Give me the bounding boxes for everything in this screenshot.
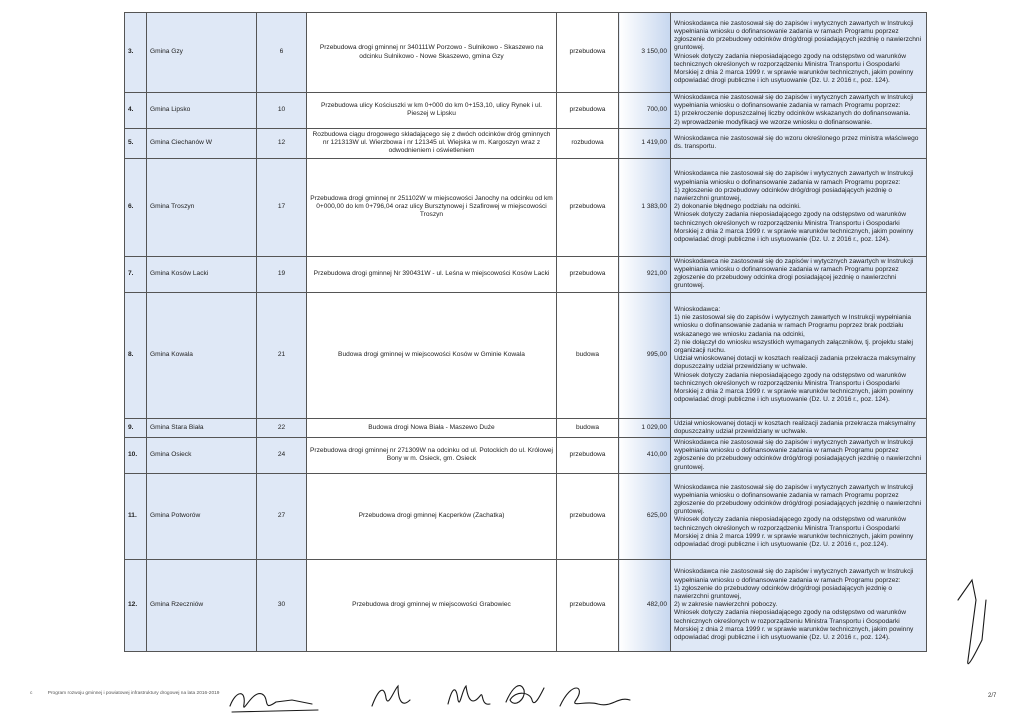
- amount-cell: 1 383,00: [619, 158, 671, 256]
- application-number-cell: 27: [257, 473, 307, 559]
- application-number-cell: 19: [257, 256, 307, 292]
- remarks-cell: [671, 256, 927, 292]
- task-type-cell: przebudowa: [557, 256, 619, 292]
- row-number: 5.: [125, 128, 147, 158]
- gmina-cell: Gmina Rzeczniów: [147, 559, 257, 651]
- remark-paragraph: 2) w zakresie nawierzchni poboczy.: [674, 601, 778, 609]
- remark-paragraph: Wnioskodawca nie zastosował się do zapisów i wytycznych zawartych w Instrukcji wypełniania wniosku o dofinansowanie zadania w ramach Programu poprzez:: [674, 94, 914, 110]
- remark-paragraph: Wnioskodawca nie zastosował się do wzoru określonego przez ministra właściwego ds. transportu.: [674, 135, 919, 151]
- row-number: 10.: [125, 438, 147, 474]
- remarks-cell: [671, 93, 927, 129]
- gmina-cell: Gmina Stara Biała: [147, 418, 257, 437]
- signature-1-underline: [232, 710, 318, 712]
- remark-paragraph: Wnioskodawca nie zastosował się do zapisów i wytycznych zawartych w Instrukcji wypełniania wniosku o dofinansowanie zadania w ramach Programu poprzez zgłoszenie do przebudowy odcinków dróg/drogi posiadających jezdnię o nawierzchni gruntowej.: [674, 19, 922, 52]
- amount-cell: 482,00: [619, 559, 671, 651]
- row-number: 12.: [125, 559, 147, 651]
- gmina-cell: Gmina Gzy: [147, 13, 257, 93]
- table-row: [125, 559, 927, 651]
- remarks-cell: [671, 128, 927, 158]
- application-number-cell: 24: [257, 438, 307, 474]
- remark-paragraph: 1) nie zastosował się do zapisów i wytycznych zawartych w Instrukcji wypełniania wniosku o dofinansowanie zadania w ramach Programu poprzez brak podziału wskazanego we wniosku zadania na odcinki,: [674, 314, 912, 338]
- amount-cell: 921,00: [619, 256, 671, 292]
- table-row: [125, 93, 927, 129]
- page-footer: [30, 691, 219, 696]
- task-name-cell: Przebudowa drogi gminnej w miejscowości Grabowiec: [307, 559, 557, 651]
- row-number: 8.: [125, 292, 147, 418]
- remark-paragraph: Udział wnioskowanej dotacji w kosztach realizacji zadania przekracza maksymalny dopuszczalny udział przewidziany w uchwale.: [674, 419, 916, 435]
- remarks-cell: [671, 292, 927, 418]
- task-name-cell: Przebudowa drogi gminnej Nr 390431W - ul. Leśna w miejscowości Kosów Lacki: [307, 256, 557, 292]
- remark-paragraph: Wniosek dotyczy zadania nieposiadającego zgody na odstępstwo od warunków technicznych określonych w rozporządzeniu Ministra Transportu i Gospodarki Morskiej z dnia 2 marca 1999 r. w sprawie warunków technicznych, jakim powinny odpowiadać drogi publiczne i ich usytuowanie (Dz. U. z 2016 r., poz. 124).: [674, 52, 914, 85]
- amount-cell: 625,00: [619, 473, 671, 559]
- application-number-cell: 21: [257, 292, 307, 418]
- page-number: 2/7: [988, 693, 997, 699]
- signature-2: [372, 686, 410, 706]
- amount-cell: 1 419,00: [619, 128, 671, 158]
- signature-4: [506, 686, 544, 704]
- row-number: 3.: [125, 13, 147, 93]
- remark-paragraph: Wnioskodawca nie zastosował się do zapisów i wytycznych zawartych w Instrukcji wypełniania wniosku o dofinansowanie zadania w ramach Programu poprzez:: [674, 568, 914, 584]
- rejected-applications-table: [124, 12, 927, 652]
- table-row: [125, 13, 927, 93]
- gmina-cell: Gmina Ciechanów W: [147, 128, 257, 158]
- table-row: [125, 292, 927, 418]
- table-row: [125, 128, 927, 158]
- gmina-cell: Gmina Lipsko: [147, 93, 257, 129]
- table-row: [125, 473, 927, 559]
- signature-5: [560, 688, 630, 706]
- task-type-cell: przebudowa: [557, 13, 619, 93]
- remarks-cell: [671, 559, 927, 651]
- task-name-cell: Przebudowa drogi gminnej nr 251102W w miejscowości Janochy na odcinku od km 0+000,00 do km 0+796,04 oraz ulicy Bursztynowej i Szafirowej w miejscowości Troszyn: [307, 158, 557, 256]
- remark-paragraph: Wnioskodawca nie zastosował się do zapisów i wytycznych zawartych w Instrukcji wypełniania wniosku o dofinansowanie zadania w ramach Programu poprzez zgłoszenie do przebudowy odcinka drogi posiadającej jezdnię o nawierzchni gruntowej.: [674, 257, 914, 290]
- remark-paragraph: Wnioskodawca:: [674, 305, 721, 313]
- gmina-cell: Gmina Kowala: [147, 292, 257, 418]
- row-number: 9.: [125, 418, 147, 437]
- amount-cell: 700,00: [619, 93, 671, 129]
- remark-paragraph: Udział wnioskowanej dotacji w kosztach realizacji zadania przekracza maksymalny dopuszczalny udział przewidziany w uchwale.: [674, 355, 916, 371]
- table-row: [125, 418, 927, 437]
- remark-paragraph: Wnioskodawca nie zastosował się do zapisów i wytycznych zawartych w Instrukcji wypełniania wniosku o dofinansowanie zadania w ramach Programu poprzez zgłoszenie do przebudowy odcinków dróg/drogi posiadających jezdnię o nawierzchni gruntowej.: [674, 483, 922, 516]
- remark-paragraph: Wniosek dotyczy zadania nieposiadającego zgody na odstępstwo od warunków technicznych określonych w rozporządzeniu Ministra Transportu i Gospodarki Morskiej z dnia 2 marca 1999 r. w sprawie warunków technicznych, jakim powinny odpowiadać drogi publiczne i ich usytuowanie (Dz. U. z 2016 r., poz.124).: [674, 516, 914, 548]
- amount-cell: 1 029,00: [619, 418, 671, 437]
- task-type-cell: przebudowa: [557, 438, 619, 474]
- remark-paragraph: Wniosek dotyczy zadania nieposiadającego zgody na odstępstwo od warunków technicznych określonych w rozporządzeniu Ministra Transportu i Gospodarki Morskiej z dnia 2 marca 1999 r. w sprawie warunków technicznych, jakim powinny odpowiadać drogi publiczne i ich usytuowanie (Dz. U. z 2016 r., poz. 124).: [674, 371, 914, 404]
- remarks-cell: [671, 13, 927, 93]
- task-name-cell: Przebudowa drogi gminnej nr 271309W na odcinku od ul. Potockich do ul. Królowej Bony w m. Osieck, gm. Osieck: [307, 438, 557, 474]
- application-number-cell: 12: [257, 128, 307, 158]
- remark-paragraph: Wnioskodawca nie zastosował się do zapisów i wytycznych zawartych w Instrukcji wypełniania wniosku o dofinansowanie zadania w ramach Programu poprzez:: [674, 170, 914, 186]
- gmina-cell: Gmina Potworów: [147, 473, 257, 559]
- remarks-cell: [671, 158, 927, 256]
- application-number-cell: 6: [257, 13, 307, 93]
- task-type-cell: przebudowa: [557, 158, 619, 256]
- amount-cell: 995,00: [619, 292, 671, 418]
- task-type-cell: przebudowa: [557, 559, 619, 651]
- task-type-cell: rozbudowa: [557, 128, 619, 158]
- signature-1: [230, 694, 312, 708]
- remark-paragraph: Wnioskodawca nie zastosował się do zapisów i wytycznych zawartych w Instrukcji wypełniania wniosku o dofinansowanie zadania w ramach Programu poprzez zgłoszenie do przebudowy odcinków dróg/drogi posiadających jezdnię o nawierzchni gruntowej.: [674, 439, 922, 471]
- footer-program-name: Program rozwoju gminnej i powiatowej infrastruktury drogowej na lata 2016-2019: [47, 691, 220, 696]
- remarks-cell: [671, 438, 927, 474]
- task-name-cell: Przebudowa drogi gminnej Kacperków (Zachatka): [307, 473, 557, 559]
- gmina-cell: Gmina Osieck: [147, 438, 257, 474]
- signature-3: [448, 686, 490, 704]
- task-name-cell: Rozbudowa ciągu drogowego składającego się z dwóch odcinków dróg gminnych nr 121313W ul. Wierzbowa i nr 121345 ul. Wiejska w m. Kargoszyn wraz z odwodnieniem i oświetleniem: [307, 128, 557, 158]
- remark-paragraph: 1) zgłoszenie do przebudowy odcinków dróg/drogi posiadających jezdnię o nawierzchni gruntowej,: [674, 584, 893, 601]
- task-type-cell: przebudowa: [557, 473, 619, 559]
- task-name-cell: Budowa drogi gminnej w miejscowości Kosów w Gminie Kowala: [307, 292, 557, 418]
- row-number: 6.: [125, 158, 147, 256]
- table-row: [125, 158, 927, 256]
- remark-paragraph: 2) wprowadzenie modyfikacji we wzorze wniosku o dofinansowanie.: [674, 118, 872, 126]
- amount-cell: 3 150,00: [619, 13, 671, 93]
- task-name-cell: Przebudowa ulicy Kościuszki w km 0+000 do km 0+153,10, ulicy Rynek i ul. Pieszej w Lipsku: [307, 93, 557, 129]
- task-name-cell: Budowa drogi Nowa Biała - Maszewo Duże: [307, 418, 557, 437]
- remark-paragraph: Wniosek dotyczy zadania nieposiadającego zgody na odstępstwo od warunków technicznych określonych w rozporządzeniu Ministra Transportu i Gospodarki Morskiej z dnia 2 marca 1999 r. w sprawie warunków technicznych, jakim powinny odpowiadać drogi publiczne i ich usytuowanie (Dz. U. z 2016 r., poz. 124).: [674, 211, 914, 244]
- application-number-cell: 17: [257, 158, 307, 256]
- row-number: 4.: [125, 93, 147, 129]
- row-number: 7.: [125, 256, 147, 292]
- application-number-cell: 30: [257, 559, 307, 651]
- amount-cell: 410,00: [619, 438, 671, 474]
- signature-6: [958, 580, 986, 664]
- remark-paragraph: Wniosek dotyczy zadania nieposiadającego zgody na odstępstwo od warunków technicznych określonych w rozporządzeniu Ministra Transportu i Gospodarki Morskiej z dnia 2 marca 1999 r. w sprawie warunków technicznych, jakim powinny odpowiadać drogi publiczne i ich usytuowanie (Dz. U. z 2016 r., poz. 124).: [674, 609, 914, 642]
- row-number: 11.: [125, 473, 147, 559]
- remark-paragraph: 1) przekroczenie dopuszczalnej liczby odcinków wskazanych do dofinansowania.: [674, 110, 911, 118]
- application-number-cell: 10: [257, 93, 307, 129]
- gmina-cell: Gmina Troszyn: [147, 158, 257, 256]
- task-type-cell: budowa: [557, 292, 619, 418]
- footer-bullet: c: [30, 691, 33, 696]
- task-type-cell: budowa: [557, 418, 619, 437]
- table-row: [125, 438, 927, 474]
- remarks-cell: [671, 418, 927, 437]
- table-row: [125, 256, 927, 292]
- remark-paragraph: 2) nie dołączył do wniosku wszystkich wymaganych załączników, tj. projektu stałej organizacji ruchu.: [674, 338, 913, 354]
- remarks-cell: [671, 473, 927, 559]
- task-name-cell: Przebudowa drogi gminnej nr 340111W Porzowo - Sulnikowo - Skaszewo na odcinku Sulnikowo - Nowe Skaszewo, gmina Gzy: [307, 13, 557, 93]
- remark-paragraph: 2) dokonanie błędnego podziału na odcinki.: [674, 203, 801, 211]
- application-number-cell: 22: [257, 418, 307, 437]
- remark-paragraph: 1) zgłoszenie do przebudowy odcinków dróg/drogi posiadających jezdnię o nawierzchni gruntowej,: [674, 186, 893, 202]
- gmina-cell: Gmina Kosów Lacki: [147, 256, 257, 292]
- task-type-cell: przebudowa: [557, 93, 619, 129]
